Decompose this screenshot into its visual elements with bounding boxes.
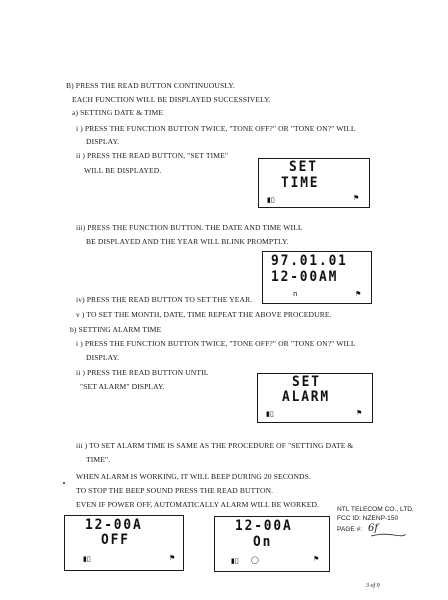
alarm-step-i-line: i ) PRESS THE FUNCTION BUTTON TWICE, "TONE OFF?" OR "TONE ON?" WILL <box>76 339 356 348</box>
scan-speck <box>63 482 65 484</box>
alarm-step-iii-cont: TIME". <box>86 455 111 464</box>
alarm-step-ii-cont: "SET ALARM" DISPLAY. <box>80 382 165 391</box>
lcd-alarm-off-status: OFF <box>101 532 130 548</box>
stop-beep-line: TO STOP THE BEEP SOUND PRESS THE READ BUTTON. <box>76 486 274 495</box>
step-i-cont: DISPLAY. <box>86 137 120 146</box>
page-ref-label: PAGE #: <box>337 526 363 533</box>
battery-icon: ▮▯ <box>266 410 274 418</box>
step-ii-cont: WILL BE DISPLAYED. <box>84 166 162 175</box>
lcd-set-time <box>258 158 370 208</box>
alarm-step-ii-line: ii ) PRESS THE READ BUTTON UNTIL <box>76 368 209 377</box>
alarm-step-iii-line: iii ) TO SET ALARM TIME IS SAME AS THE PROCEDURE OF "SETTING DATE & <box>76 441 354 450</box>
battery-icon: ▮▯ <box>267 196 275 204</box>
step-iii-cont: BE DISPLAYED AND THE YEAR WILL BLINK PROMPTLY. <box>86 237 289 246</box>
step-iii-line: iii) PRESS THE FUNCTION BUTTON. THE DATE AND TIME WILL <box>76 223 303 232</box>
company-name: NTL TELECOM CO., LTD. <box>337 506 414 513</box>
lcd-set-alarm-top: SET <box>292 374 321 390</box>
step-v-line: v ) TO SET THE MONTH, DATE, TIME REPEAT THE ABOVE PROCEDURE. <box>76 310 332 319</box>
handwritten-underline <box>370 532 406 538</box>
flag-icon: ⚑ <box>353 194 360 202</box>
lcd-set-time-bottom: TIME <box>281 175 320 191</box>
step-i-line: i ) PRESS THE FUNCTION BUTTON TWICE, "TONE OFF?" OR "TONE ON?" WILL <box>76 124 356 133</box>
page-ref-handwritten: 6f <box>368 523 379 534</box>
setting-date-time-heading: a) SETTING DATE & TIME <box>72 108 164 117</box>
lcd-alarm-on <box>214 516 330 572</box>
power-off-line: EVEN IF POWER OFF, AUTOMATICALLY ALARM WILL BE WORKED. <box>76 500 320 509</box>
lcd-set-alarm-bottom: ALARM <box>282 389 330 405</box>
alarm-working-line: WHEN ALARM IS WORKING, IT WILL BEEP DURING 20 SECONDS. <box>76 472 311 481</box>
lcd-indicator: n <box>293 290 298 298</box>
bell-icon: ◯ <box>251 556 259 564</box>
lcd-set-alarm <box>257 373 373 423</box>
fcc-id: FCC ID: NZENP-150 <box>337 515 399 522</box>
lcd-set-time-top: SET <box>289 159 318 175</box>
page-number: 3 of 9 <box>366 583 380 589</box>
step-iv-line: iv) PRESS THE READ BUTTON TO SET THE YEAR. <box>76 295 253 304</box>
flag-icon: ⚑ <box>355 290 362 298</box>
lcd-alarm-off <box>64 515 184 571</box>
lcd-alarm-on-time: 12-00A <box>235 518 293 534</box>
lcd-alarm-off-time: 12-00A <box>85 517 143 533</box>
lcd-date: 97.01.01 <box>271 253 348 269</box>
flag-icon: ⚑ <box>169 554 176 562</box>
alarm-step-i-cont: DISPLAY. <box>86 353 120 362</box>
battery-icon: ▮▯ <box>231 557 239 565</box>
flag-icon: ⚑ <box>313 555 320 563</box>
flag-icon: ⚑ <box>356 409 363 417</box>
setting-alarm-heading: b) SETTING ALARM TIME <box>70 325 162 334</box>
battery-icon: ▮▯ <box>83 555 91 563</box>
lcd-date-time <box>262 251 372 304</box>
each-function-line: EACH FUNCTION WILL BE DISPLAYED SUCCESSIVELY. <box>72 95 271 104</box>
step-ii-line: ii ) PRESS THE READ BUTTON, "SET TIME" <box>76 151 229 160</box>
lcd-alarm-on-status: On <box>253 534 273 550</box>
section-b-heading: B) PRESS THE READ BUTTON CONTINUOUSLY. <box>66 81 235 90</box>
lcd-time: 12-00AM <box>271 269 339 285</box>
